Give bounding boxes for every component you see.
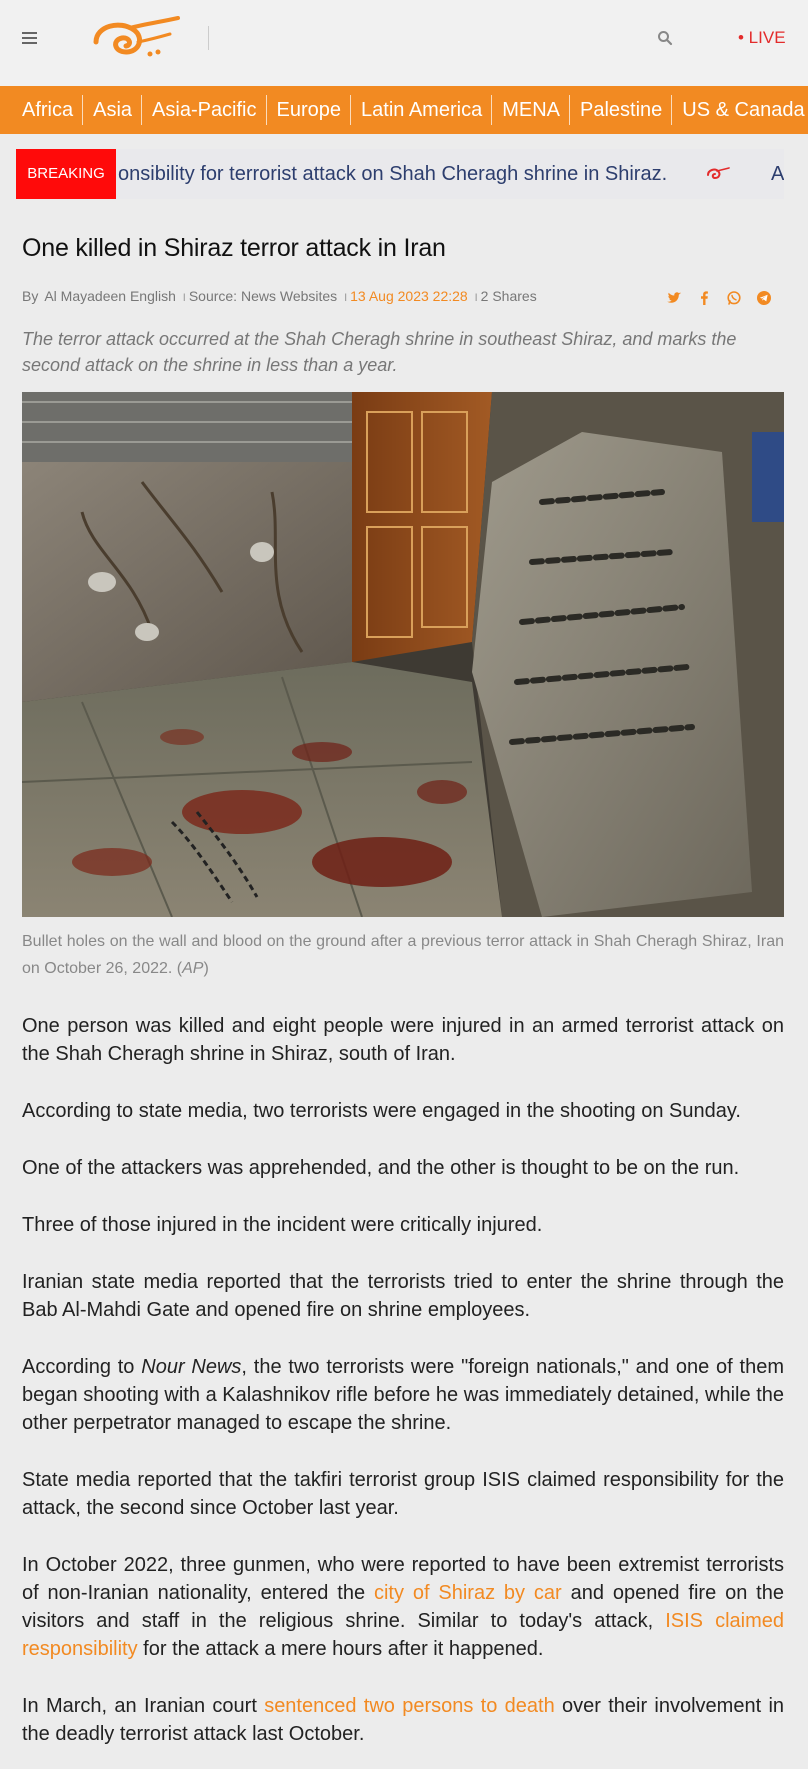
paragraph-text: In October 2022, three gunmen, who were reported to have been extremist terrorists of non-Iranian nationality, entered the (22, 1554, 784, 1604)
article-meta (22, 288, 537, 304)
paragraph-text: and opened fire on the visitors and staff in the religious shrine. Similar to today's attack, (22, 1582, 784, 1632)
paragraph: State media reported that the takfiri terrorist group ISIS claimed responsibility for the attack, the second since October last year. (22, 1469, 784, 1519)
category-asia-pacific[interactable]: Asia-Pacific (142, 95, 266, 125)
twitter-icon[interactable] (666, 290, 682, 306)
article-shares: 2 Shares (480, 288, 537, 304)
author-link[interactable]: Al Mayadeen English (44, 288, 176, 304)
paragraph-text: over their involvement in the deadly terrorist attack last October. (22, 1695, 785, 1745)
photo-caption (22, 928, 784, 982)
meta-separator: I (182, 292, 186, 304)
category-nav (0, 86, 808, 134)
article-title: One killed in Shiraz terror attack in Iran (22, 234, 446, 262)
category-europe[interactable]: Europe (267, 95, 352, 125)
category-palestine[interactable]: Palestine (570, 95, 672, 125)
category-us-canada[interactable]: US & Canada (672, 95, 808, 125)
paragraph (22, 1353, 784, 1437)
telegram-icon[interactable] (756, 290, 772, 306)
caption-text: Bullet holes on the wall and blood on the ground after a previous terror attack in Shah Cheragh Shiraz, Iran on October 26, 2022. ( (22, 933, 784, 977)
caption-end: ) (203, 960, 209, 977)
breaking-ticker (16, 149, 784, 199)
whatsapp-icon[interactable] (726, 290, 742, 306)
top-bar (0, 0, 808, 86)
category-mena[interactable]: MENA (492, 95, 570, 125)
meta-separator: I (474, 292, 478, 304)
category-africa[interactable]: Africa (0, 95, 83, 125)
paragraph-text: According to (22, 1356, 142, 1378)
nour-news-source: Nour News (141, 1356, 242, 1378)
logo-divider (208, 26, 209, 50)
paragraph-text: , the two terrorists were "foreign nationals," and one of them began shooting with a Kalashnikov rifle before he was immediately detained, while the other perpetrator managed to escape the shrine. (22, 1356, 784, 1434)
breaking-label: BREAKING (16, 149, 116, 199)
al-mayadeen-logo[interactable] (90, 12, 180, 68)
isis-claimed-responsibility-link[interactable]: ISIS claimed responsibility (22, 1610, 785, 1660)
paragraph: One person was killed and eight people were injured in an armed terrorist attack on the Shah Cheragh shrine in Shiraz, south of Iran. (22, 1015, 784, 1065)
category-asia[interactable]: Asia (83, 95, 142, 125)
article-body (22, 1012, 784, 1769)
paragraph (22, 1551, 784, 1663)
article-date: 13 Aug 2023 22:28 (350, 288, 468, 304)
paragraph: Three of those injured in the incident were critically injured. (22, 1214, 543, 1236)
hamburger-icon[interactable] (22, 32, 37, 44)
city-of-shiraz-link[interactable]: city of Shiraz by car (373, 1582, 562, 1604)
paragraph (22, 1692, 784, 1748)
facebook-icon[interactable] (696, 290, 712, 306)
by-label: By (22, 288, 39, 304)
paragraph: According to state media, two terrorists were engaged in the shooting on Sunday. (22, 1100, 741, 1122)
breaking-next-headline[interactable]: A (771, 163, 784, 185)
article-photo (22, 392, 784, 917)
live-link[interactable]: • LIVE (738, 28, 786, 47)
paragraph-text: for the attack a mere hours after it happened. (137, 1638, 544, 1660)
paragraph: Iranian state media reported that the terrorists tried to enter the shrine through the Bab Al-Mahdi Gate and opened fire on shrine employees. (22, 1271, 784, 1321)
paragraph: One of the attackers was apprehended, and the other is thought to be on the run. (22, 1157, 740, 1179)
breaking-headline[interactable]: onsibility for terrorist attack on Shah Cheragh shrine in Shiraz. (118, 163, 668, 185)
search-icon[interactable] (657, 30, 673, 46)
paragraph-text: In March, an Iranian court (22, 1695, 265, 1717)
article-source: Source: News Websites (188, 288, 338, 304)
meta-separator: I (344, 292, 348, 304)
caption-credit: AP (182, 960, 204, 977)
sentenced-to-death-link[interactable]: sentenced two persons to death (264, 1695, 555, 1717)
article-summary: The terror attack occurred at the Shah Cheragh shrine in southeast Shiraz, and marks the second attack on the shrine in less than a year. (22, 329, 737, 375)
category-latin-america[interactable]: Latin America (351, 95, 492, 125)
al-mayadeen-small-logo-icon (706, 166, 730, 182)
